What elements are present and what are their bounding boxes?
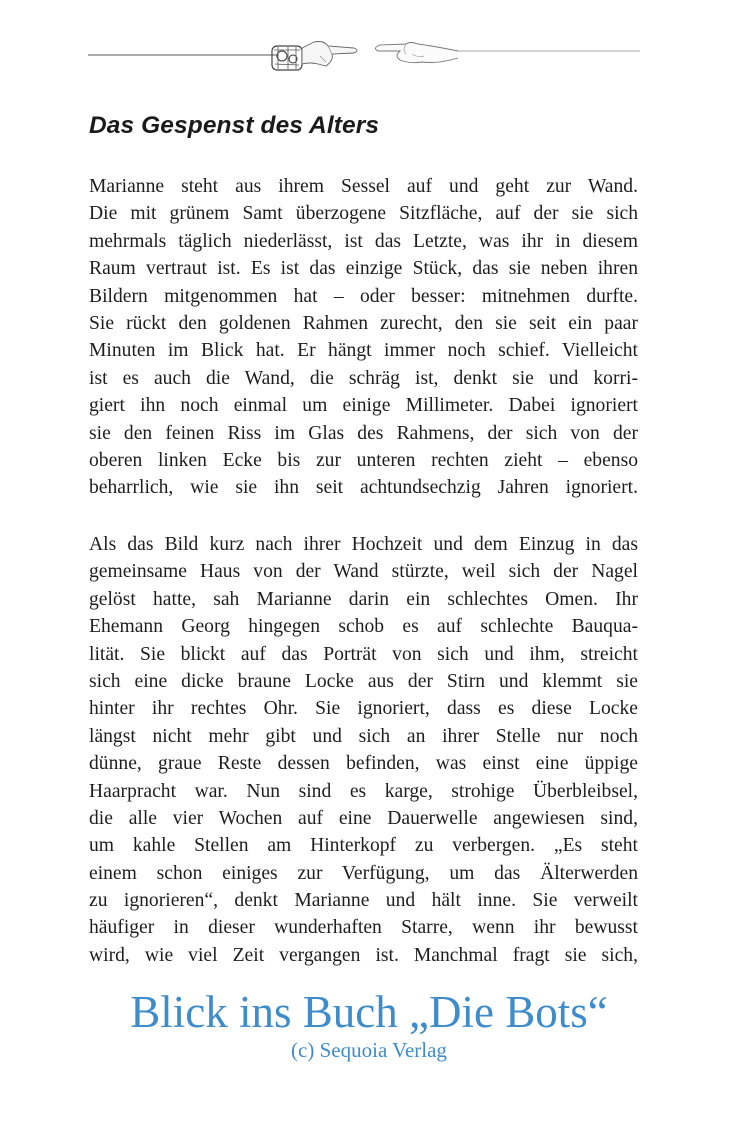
- text-line: Raum vertraut ist. Es ist das einzige Stück, das sie neben ihren: [89, 258, 638, 280]
- text-line: die alle vier Wochen auf eine Dauerwelle angewiesen sind,: [89, 807, 638, 829]
- text-line: gemeinsame Haus von der Wand stürzte, weil sich der Nagel: [89, 561, 638, 583]
- text-line: ist es auch die Wand, die schräg ist, denkt sie und korri-: [89, 367, 638, 389]
- paragraph-2: [89, 531, 638, 969]
- text-line: um kahle Stellen am Hinterkopf zu verbergen. „Es steht: [89, 835, 638, 857]
- text-line: lität. Sie blickt auf das Porträt von sich und ihm, streicht: [89, 643, 638, 665]
- text-line: giert ihn noch einmal um einige Millimeter. Dabei ignoriert: [89, 395, 638, 417]
- text-line: oberen linken Ecke bis zur unteren rechten zieht – ebenso: [89, 449, 638, 471]
- text-line: hinter ihr rechtes Ohr. Sie ignoriert, dass es diese Locke: [89, 698, 638, 720]
- text-line: Ehemann Georg hingegen schob es auf schlechte Bauqua-: [89, 616, 638, 638]
- footer-book-title: Blick ins Buch „Die Bots“: [130, 987, 608, 1037]
- text-line: längst nicht mehr gibt und sich an ihrer Stelle nur noch: [89, 725, 638, 747]
- text-line: Marianne steht aus ihrem Sessel auf und geht zur Wand.: [89, 176, 638, 197]
- text-line: Sie rückt den goldenen Rahmen zurecht, den sie seit ein paar: [89, 312, 638, 334]
- text-line: beharrlich, wie sie ihn seit achtundsechzig Jahren ignoriert.: [89, 477, 638, 499]
- text-line: Minuten im Blick hat. Er hängt immer noch schief. Vielleicht: [89, 340, 638, 362]
- text-line: Haarpracht war. Nun sind es karge, strohige Überbleibsel,: [89, 780, 638, 802]
- text-line: Die mit grünem Samt überzogene Sitzfläche, auf der sie sich: [89, 203, 638, 225]
- paragraph-1: [89, 173, 638, 502]
- text-line: sich eine dicke braune Locke aus der Stirn und klemmt sie: [89, 670, 638, 692]
- text-line: einem schon einiges zur Verfügung, um das Älterwerden: [89, 862, 638, 884]
- text-line: mehrmals täglich niederlässt, ist das Letzte, was ihr in diesem: [89, 230, 638, 252]
- text-line: sie den feinen Riss im Glas des Rahmens, der sich von der: [89, 422, 638, 444]
- footer-copyright: (c) Sequoia Verlag: [291, 1038, 447, 1062]
- text-line: wird, wie viel Zeit vergangen ist. Manchmal fragt sie sich,: [89, 944, 638, 966]
- chapter-title: Das Gespenst des Alters: [89, 112, 380, 139]
- text-line: Bildern mitgenommen hat – oder besser: mitnehmen durfte.: [89, 285, 638, 307]
- text-line: dünne, graue Reste dessen befinden, was einst eine üppige: [89, 753, 638, 775]
- robot-and-human-hands-pointing-icon: [88, 38, 640, 82]
- human-hand-icon: [375, 43, 458, 63]
- text-line: gelöst hatte, sah Marianne darin ein schlechtes Omen. Ihr: [89, 588, 638, 610]
- robot-hand-icon: [272, 42, 357, 71]
- text-line: zu ignorieren“, denkt Marianne und hält inne. Sie verweilt: [89, 890, 638, 912]
- text-line: Als das Bild kurz nach ihrer Hochzeit und dem Einzug in das: [89, 534, 638, 555]
- text-line: häufiger in dieser wunderhaften Starre, wenn ihr bewusst: [89, 917, 638, 939]
